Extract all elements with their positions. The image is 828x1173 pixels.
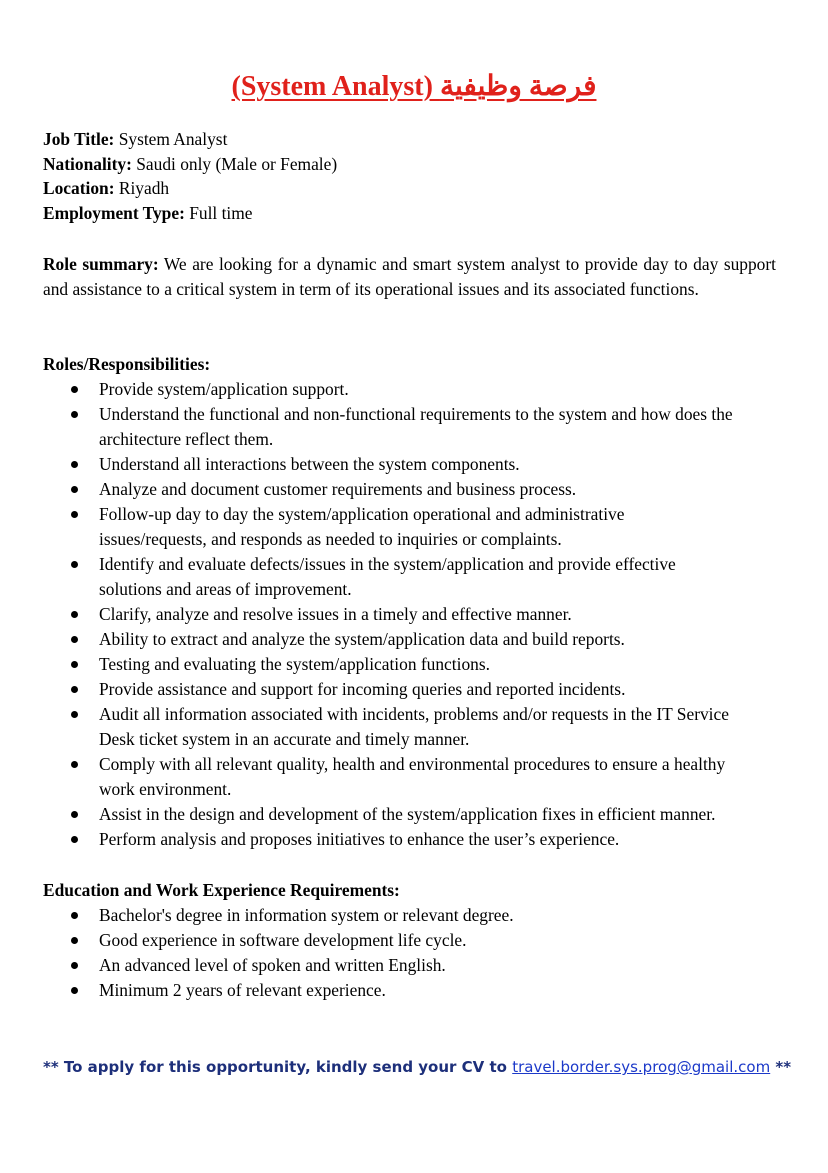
email-link[interactable]: travel.border.sys.prog@gmail.com	[512, 1058, 771, 1076]
list-item-text: Understand the functional and non-functional requirements to the system and how does the architecture reflect them.	[99, 404, 733, 449]
job-info-block	[43, 127, 783, 225]
nationality-row	[43, 152, 783, 177]
apply-note	[43, 1055, 803, 1079]
list-item-text: Ability to extract and analyze the system/application data and build reports.	[99, 629, 625, 649]
location-value: Riyadh	[114, 178, 170, 198]
bullet-icon	[71, 711, 78, 718]
list-item	[43, 928, 783, 953]
list-item-text: Minimum 2 years of relevant experience.	[99, 980, 386, 1000]
bullet-icon	[71, 836, 78, 843]
responsibilities-list	[43, 377, 783, 852]
employment-type-row	[43, 201, 783, 226]
role-summary-text: We are looking for a dynamic and smart system analyst to provide day to day support and assistance to a critical system in term of its operational issues and its associated functions.	[43, 254, 776, 299]
list-item-text: Analyze and document customer requirements and business process.	[99, 479, 577, 499]
list-item	[43, 953, 783, 978]
list-item-text: Clarify, analyze and resolve issues in a timely and effective manner.	[99, 604, 572, 624]
bullet-icon	[71, 912, 78, 919]
list-item	[43, 652, 783, 677]
list-item	[43, 627, 783, 652]
list-item-text: Perform analysis and proposes initiatives to enhance the user’s experience.	[99, 829, 620, 849]
job-title-label: Job Title:	[43, 129, 115, 149]
bullet-icon	[71, 386, 78, 393]
page-title: (System Analyst) فرصة وظيفية	[231, 71, 597, 102]
list-item	[43, 402, 783, 452]
list-item	[43, 827, 783, 852]
list-item-text: Bachelor's degree in information system or relevant degree.	[99, 905, 514, 925]
bullet-icon	[71, 686, 78, 693]
location-label: Location:	[43, 178, 115, 198]
list-item-text: Audit all information associated with incidents, problems and/or requests in the IT Service Desk ticket system in an accurate and timely manner.	[99, 704, 729, 749]
list-item-text: Comply with all relevant quality, health and environmental procedures to ensure a healthy work environment.	[99, 754, 726, 799]
list-item	[43, 702, 783, 752]
bullet-icon	[71, 937, 78, 944]
education-list	[43, 903, 783, 1003]
list-item	[43, 477, 783, 502]
bullet-icon	[71, 486, 78, 493]
bullet-icon	[71, 511, 78, 518]
list-item-text: Good experience in software development life cycle.	[99, 930, 467, 950]
education-heading: Education and Work Experience Requirements:	[43, 880, 400, 900]
list-item	[43, 602, 783, 627]
employment-type-label: Employment Type:	[43, 202, 185, 223]
employment-type-value: Full time	[184, 202, 253, 223]
list-item-text: Follow-up day to day the system/application operational and administrative issues/requests, and responds as needed to inquiries or complaints.	[99, 504, 625, 549]
apply-note-prefix: ** To apply for this opportunity, kindly send your CV to	[43, 1058, 513, 1076]
list-item-text: Provide system/application support.	[99, 379, 349, 399]
list-item-text: Understand all interactions between the system components.	[99, 454, 520, 474]
role-summary	[43, 252, 776, 302]
list-item-text: An advanced level of spoken and written English.	[99, 955, 446, 975]
list-item	[43, 502, 783, 552]
location-row	[43, 176, 783, 201]
bullet-icon	[71, 636, 78, 643]
list-item-text: Testing and evaluating the system/application functions.	[99, 654, 490, 674]
bullet-icon	[71, 561, 78, 568]
list-item	[43, 677, 783, 702]
list-item-text: Provide assistance and support for incoming queries and reported incidents.	[99, 679, 626, 699]
bullet-icon	[71, 461, 78, 468]
nationality-value: Saudi only (Male or Female)	[131, 153, 338, 174]
list-item	[43, 802, 783, 827]
bullet-icon	[71, 611, 78, 618]
bullet-icon	[71, 962, 78, 969]
list-item	[43, 903, 783, 928]
role-summary-label: Role summary:	[43, 254, 159, 274]
list-item	[43, 752, 783, 802]
job-title-value: System Analyst	[114, 129, 228, 149]
list-item-text: Assist in the design and development of the system/application fixes in efficient manner.	[99, 804, 716, 824]
list-item-text: Identify and evaluate defects/issues in the system/application and provide effective solutions and areas of improvement.	[99, 554, 676, 599]
responsibilities-heading: Roles/Responsibilities:	[43, 354, 211, 374]
bullet-icon	[71, 811, 78, 818]
list-item	[43, 452, 783, 477]
bullet-icon	[71, 987, 78, 994]
bullet-icon	[71, 411, 78, 418]
bullet-icon	[71, 761, 78, 768]
job-title-row	[43, 127, 783, 152]
apply-note-suffix: **	[770, 1058, 792, 1076]
list-item	[43, 377, 783, 402]
list-item	[43, 552, 783, 602]
bullet-icon	[71, 661, 78, 668]
list-item	[43, 978, 783, 1003]
nationality-label: Nationality:	[43, 153, 132, 174]
